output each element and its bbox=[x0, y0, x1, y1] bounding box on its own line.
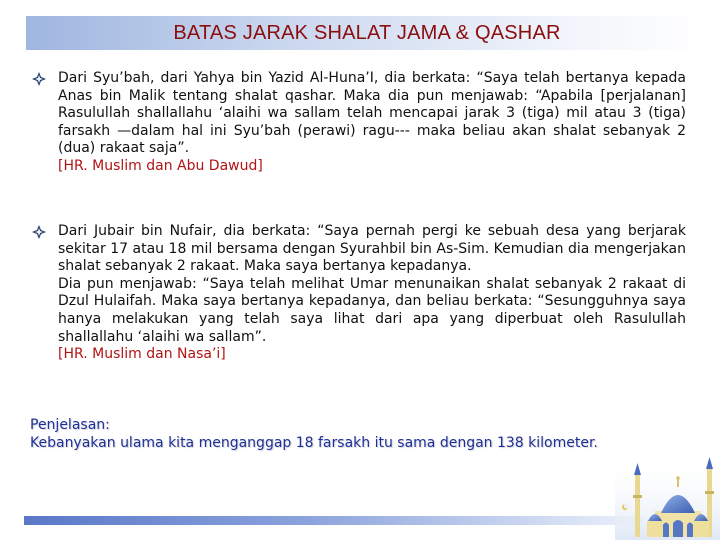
hadith-text bbox=[58, 223, 686, 364]
hadith-item bbox=[32, 70, 686, 176]
explanation-text: Kebanyakan ulama kita menganggap 18 farsakh itu sama dengan 138 kilometer. bbox=[30, 434, 598, 451]
mosque-illustration bbox=[615, 455, 720, 540]
hadith-source: [HR. Muslim dan Nasa’i] bbox=[58, 346, 226, 363]
hadith-paragraph: Dia pun menjawab: “Saya telah melihat Umar menunaikan shalat sebanyak 2 rakaat di Dzul Hulaifah. Maka saya bertanya kepadanya, dan beliau berkata: “Sesungguhnya saya hanya melakukan yang telah saya lihat dari apa yang diperbuat oleh Rasulullah shallallahu ‘alaihi wa sallam”. bbox=[58, 275, 686, 345]
explanation bbox=[30, 417, 650, 452]
diamond-bullet-icon bbox=[32, 225, 46, 239]
explanation-label: Penjelasan: bbox=[30, 417, 110, 433]
hadith-item bbox=[32, 223, 686, 364]
bottom-accent-bar bbox=[24, 516, 642, 525]
hadith-source: [HR. Muslim dan Abu Dawud] bbox=[58, 157, 263, 174]
title-bar bbox=[26, 16, 708, 50]
page-title: BATAS JARAK SHALAT JAMA & QASHAR bbox=[173, 21, 561, 44]
hadith-text bbox=[58, 70, 686, 176]
diamond-bullet-icon bbox=[32, 72, 46, 86]
hadith-paragraph: Dari Syu’bah, dari Yahya bin Yazid Al-Huna’I, dia berkata: “Saya telah bertanya kepada Anas bin Malik tentang shalat qashar. Maka dia pun menjawab: “Apabila [perjalanan] Rasulullah shallallahu ‘alaihi wa sallam telah mencapai jarak 3 (tiga) mil atau 3 (tiga) farsakh —dalam hal ini Syu’bah (perawi) ragu--- maka beliau akan shalat sebanyak 2 (dua) rakaat saja”. bbox=[58, 70, 686, 157]
hadith-paragraph: Dari Jubair bin Nufair, dia berkata: “Saya pernah pergi ke sebuah desa yang berjarak sekitar 17 atau 18 mil bersama dengan Syurahbil bin As-Sim. Kemudian dia mengerjakan shalat sebanyak 2 rakaat. Maka saya bertanya kepadanya. bbox=[58, 223, 686, 275]
